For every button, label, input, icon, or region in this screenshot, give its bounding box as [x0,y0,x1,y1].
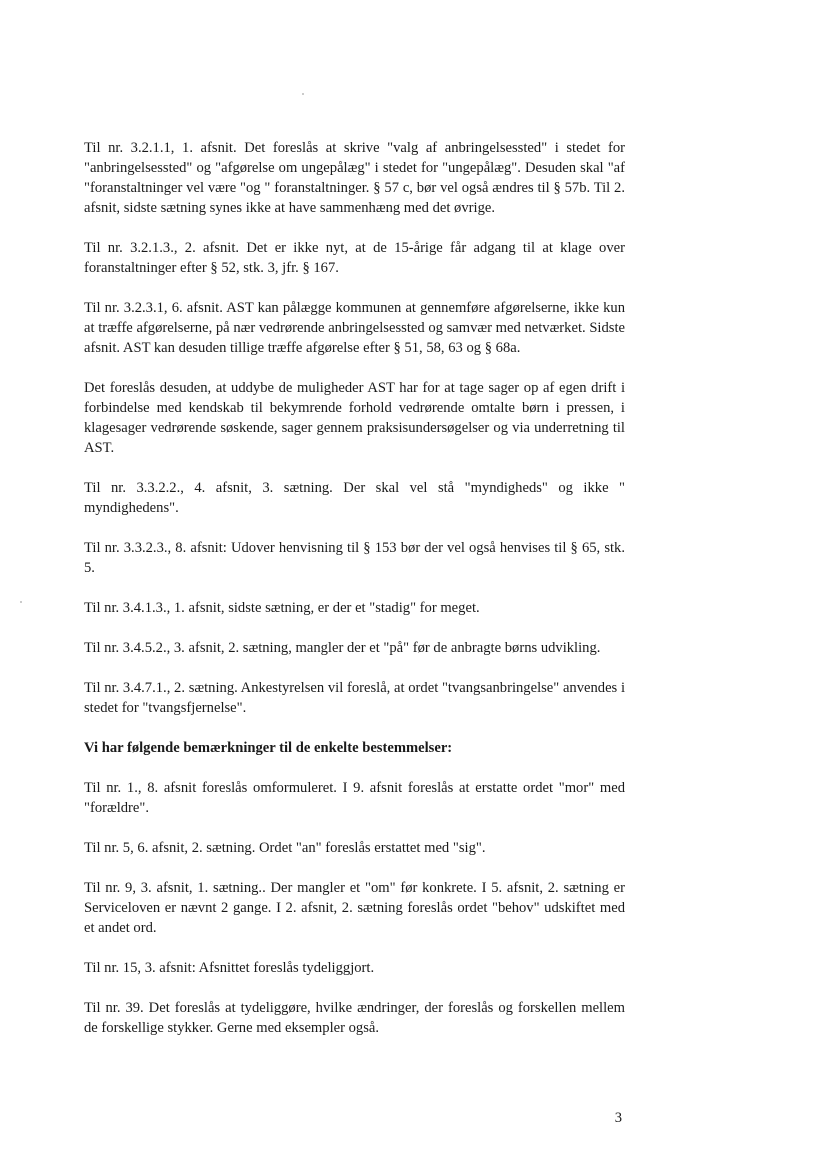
paragraph-3-4-5-2: Til nr. 3.4.5.2., 3. afsnit, 2. sætning, mangler der et "på" før de anbragte børns udvikling. [84,640,601,656]
section-heading: Vi har følgende bemærkninger til de enkelte bestemmelser: [84,740,453,756]
document-body [84,138,625,1058]
paragraph-ast-own-initiative: Det foreslås desuden, at uddybe de muligheder AST har for at tage sager op af egen drift i forbindelse med kendskab til bekymrende forhold vedrørende omtalte børn i pressen, i klagesager vedrørende søskende, sager gennem praksisundersøgelser og via underretning til AST. [84,380,625,456]
paragraph-3-2-1-3: Til nr. 3.2.1.3., 2. afsnit. Det er ikke nyt, at de 15-årige får adgang til at klage over foranstaltninger efter § 52, stk. 3, jfr. § 167. [84,240,625,276]
paragraph-3-4-7-1: Til nr. 3.4.7.1., 2. sætning. Ankestyrelsen vil foreslå, at ordet "tvangsanbringelse" anvendes i stedet for "tvangsfjernelse". [84,680,625,716]
paragraph-3-2-1-1: Til nr. 3.2.1.1, 1. afsnit. Det foreslås at skrive "valg af anbringelsessted" i stedet for "anbringelsessted" og "afgørelse om ungepålæg" i stedet for "ungepålæg". Desuden skal "af "foranstaltninger vel være "og " foranstaltninger. § 57 c, bør vel også ændres til § 57b. Til 2. afsnit, sidste sætning synes ikke at have sammenhæng med det øvrige. [84,140,625,216]
paragraph-nr-39: Til nr. 39. Det foreslås at tydeliggøre, hvilke ændringer, der foreslås og forskellen mellem de forskellige stykker. Gerne med eksempler også. [84,1000,625,1036]
paragraph-3-3-2-3: Til nr. 3.3.2.3., 8. afsnit: Udover henvisning til § 153 bør der vel også henvises til § 65, stk. 5. [84,540,625,576]
paragraph-3-2-3-1: Til nr. 3.2.3.1, 6. afsnit. AST kan pålægge kommunen at gennemføre afgørelserne, ikke kun at træffe afgørelserne, på nær vedrørende anbringelsessted og samvær med netværket. Sidste afsnit. AST kan desuden tillige træffe afgørelse efter § 51, 58, 63 og § 68a. [84,300,625,356]
paragraph-nr-9: Til nr. 9, 3. afsnit, 1. sætning.. Der mangler et "om" før konkrete. I 5. afsnit, 2. sætning er Serviceloven er nævnt 2 gange. I 2. afsnit, 2. sætning foreslås ordet "behov" udskiftet med et andet ord. [84,880,625,936]
scan-speck [302,93,304,95]
page-number: 3 [614,1110,622,1126]
scan-speck [20,601,22,603]
paragraph-nr-1: Til nr. 1., 8. afsnit foreslås omformuleret. I 9. afsnit foreslås at erstatte ordet "mor" med "forældre". [84,780,625,816]
paragraph-3-4-1-3: Til nr. 3.4.1.3., 1. afsnit, sidste sætning, er der et "stadig" for meget. [84,600,480,616]
paragraph-nr-15: Til nr. 15, 3. afsnit: Afsnittet foreslås tydeliggjort. [84,960,375,976]
paragraph-3-3-2-2: Til nr. 3.3.2.2., 4. afsnit, 3. sætning. Der skal vel stå "myndigheds" og ikke " myndighedens". [84,480,625,516]
paragraph-nr-5: Til nr. 5, 6. afsnit, 2. sætning. Ordet "an" foreslås erstattet med "sig". [84,840,486,856]
